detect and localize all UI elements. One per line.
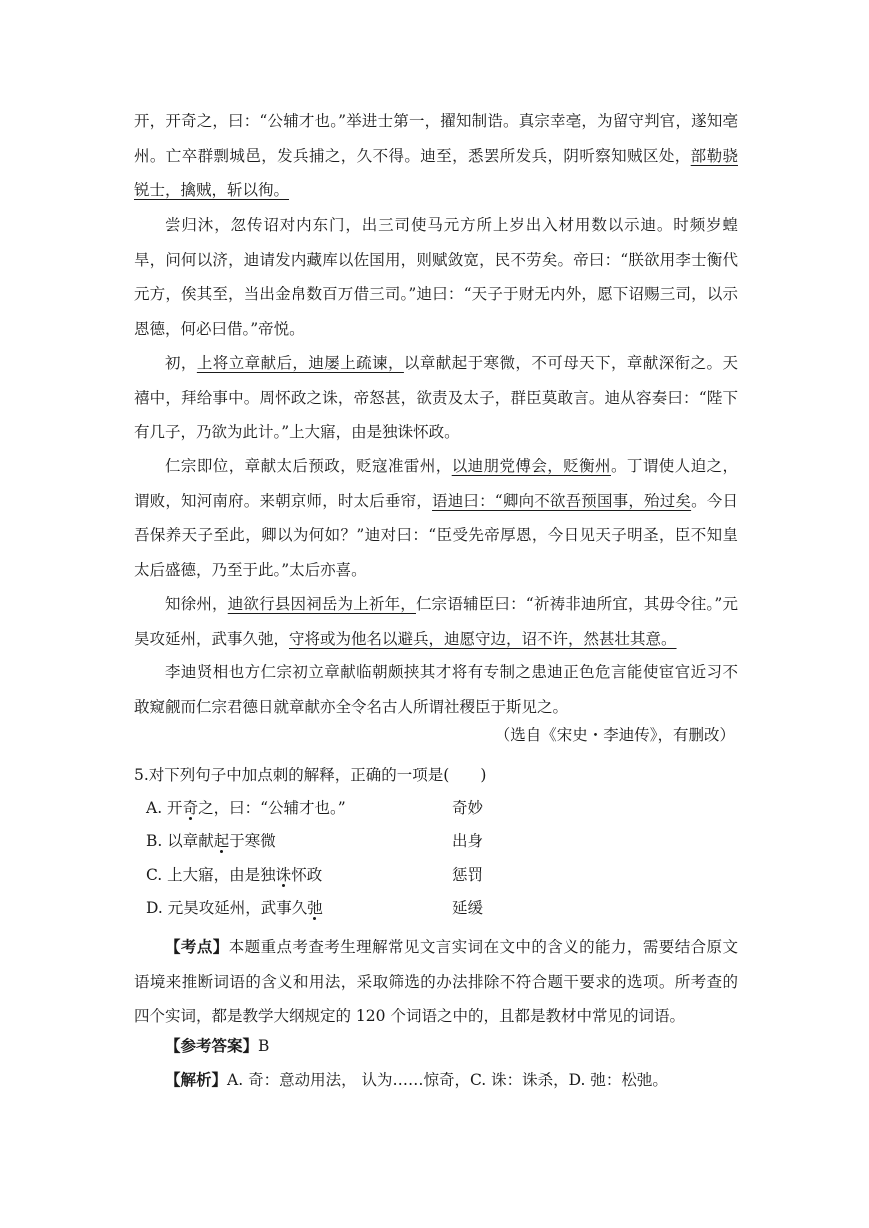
passage-paragraph-1 — [134, 104, 738, 208]
dotted-character: 诛 — [275, 866, 292, 884]
passage-paragraph-2: 尝归沐，忽传诏对内东门，出三司使马元方所上岁出入材用数以示迪。时频岁蝗旱，问何以济，迪请发内藏库以佐国用，则赋敛宽，民不劳矣。帝曰：“朕欲用李士衡代元方，俟其至，当出金帛数百万借三司。”迪曰：“天子于财无内外，愿下诏赐三司，以示恩德，何必曰借。”帝悦。 — [134, 216, 738, 338]
underlined-sentence: 部勒骁锐士，擒贼，斩以徇。 — [134, 146, 738, 199]
passage-text: 开，开奇之，曰：“公辅才也。”举进士第一，擢知制诰。真宗幸亳，为留守判官，遂知亳州。亡卒群剽城邑，发兵捕之，久不得。迪至，悉罢所发兵，阴听察知贼区处， — [134, 112, 738, 165]
option-b-meaning: 出身 — [452, 832, 484, 850]
option-a-meaning: 奇妙 — [452, 799, 484, 817]
passage-text: 仁宗语辅臣曰：“祈祷非迪所宜，其毋令往。”元昊攻延州，武事久弛， — [134, 595, 738, 648]
passage-paragraph-4 — [134, 449, 738, 587]
passage-text: 以章献起于寒微，不可母天下，章献深衔之。天禧中，拜给事中。周怀政之诛，帝怒甚，欲责及太子，群臣莫敢言。迪从容奏曰：“陛下有几子，乃欲为此计。”上大寤，由是独诛怀政。 — [134, 354, 738, 441]
underlined-sentence: 守将或为他名以避兵，迪愿守边，诏不许，然甚壮其意。 — [289, 629, 677, 648]
option-c-meaning: 惩罚 — [452, 866, 484, 884]
underlined-sentence: 以迪朋党傅会，贬衡州 — [451, 457, 611, 475]
passage-paragraph-6: 李迪贤相也方仁宗初立章献临朝颇挟其才将有专制之患迪正色危言能使宦官近习不敢窥觎而仁宗君德日就章献亦全令名古人所谓社稷臣于斯见之。 — [134, 663, 738, 716]
kaodian-text: 本题重点考查考生理解常见文言实词在文中的含义的能力，需要结合原文语境来推断词语的含义和用法，采取筛选的办法排除不符合题干要求的选项。所考查的四个实词，都是教学大纲规定的 120 个词语之中的，且都是教材中常见的词语。 — [134, 938, 738, 1025]
underlined-sentence: 迪欲行县因祠岳为上祈年， — [227, 595, 416, 613]
passage-paragraph-3 — [134, 346, 738, 450]
question-stem: 5.对下列句子中加点刺的解释，正确的一项是( ) — [134, 766, 487, 784]
jiexi-text: A. 奇：意动用法， 认为……惊奇，C. 诛：诛杀，D. 弛：松弛。 — [227, 1071, 668, 1089]
option-d-meaning: 延缓 — [452, 899, 484, 917]
passage-paragraph-5 — [134, 587, 738, 656]
passage-text: 。今日吾保养天子至此，卿以为何如？”迪对曰：“臣受先帝厚恩，今日见天子明圣，臣不知皇太后盛德，乃至于此。”太后亦喜。 — [134, 491, 738, 579]
answer-tag: 【参考答案】 — [165, 1036, 259, 1055]
passage-source: （选自《宋史・李迪传》，有删改） — [494, 726, 735, 744]
underlined-sentence: 语迪曰：“卿向不欲吾预国事，殆过矣 — [432, 491, 692, 510]
kaodian-tag: 【考点】 — [165, 937, 229, 956]
analysis-jiexi — [134, 1063, 738, 1098]
dotted-character: 奇 — [182, 799, 199, 817]
passage-text: 初， — [165, 354, 197, 372]
jiexi-tag: 【解析】 — [165, 1070, 228, 1089]
passage-text: 。丁谓使人迫之，谓败，知河南府。来朝京师，时太后垂帘， — [134, 457, 738, 510]
passage-text: 仁宗即位，章献太后预政，贬寇准雷州， — [165, 457, 452, 475]
option-a: A. 开奇之，曰：“公辅才也。” — [146, 799, 346, 817]
option-c: C. 上大寤，由是独诛怀政 — [146, 866, 323, 884]
option-d: D. 元昊攻延州，武事久弛 — [146, 899, 323, 917]
dotted-character: 弛 — [307, 899, 323, 917]
dotted-character: 起 — [213, 832, 230, 850]
analysis-answer — [134, 1029, 738, 1064]
underlined-sentence: 上将立章献后，迪屡上疏谏， — [196, 354, 404, 372]
option-b: B. 以章献起于寒微 — [146, 832, 276, 850]
passage-text: 知徐州， — [165, 595, 228, 613]
answer-text: B — [258, 1037, 270, 1055]
analysis-kaodian — [134, 930, 738, 1034]
